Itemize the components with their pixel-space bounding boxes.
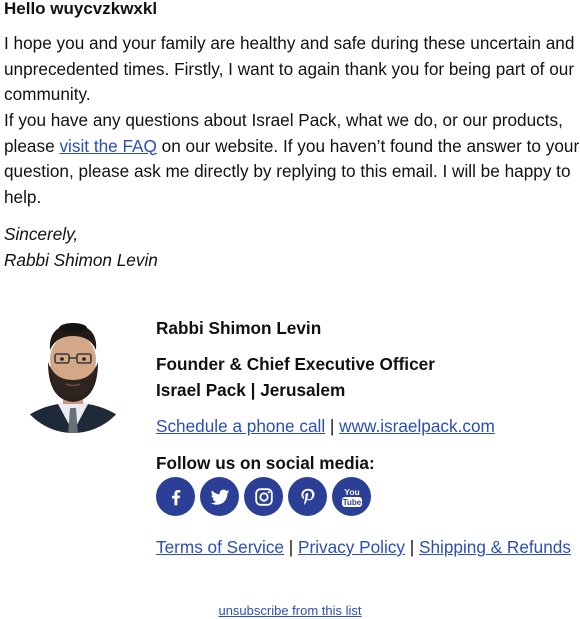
- twitter-icon: [209, 486, 231, 508]
- shipping-refunds-link[interactable]: Shipping & Refunds: [419, 537, 571, 557]
- pinterest-button[interactable]: [288, 477, 327, 516]
- twitter-button[interactable]: [200, 477, 239, 516]
- faq-paragraph-text-before: If you have any questions about Israel Pack, what we do, or our products, please: [4, 110, 563, 156]
- signature-links: [156, 416, 495, 437]
- greeting: Hello wuycvzkwxkl: [4, 0, 158, 18]
- social-links: [156, 477, 371, 516]
- facebook-icon: [165, 486, 187, 508]
- signoff-closing: Sincerely,: [4, 224, 79, 244]
- avatar: [14, 308, 132, 440]
- terms-of-service-link[interactable]: Terms of Service: [156, 537, 284, 557]
- legal-links: [156, 537, 571, 558]
- signature-org: Israel Pack | Jerusalem: [156, 380, 346, 400]
- youtube-icon-text-top: You: [343, 486, 360, 497]
- faq-paragraph-text-after: on our website. If you haven’t found the answer to your question, please ask me directly by replying to this email. I will be happy to help.: [4, 135, 580, 207]
- intro-paragraph: I hope you and your family are healthy and safe during these uncertain and unprecedented times. Firstly, I want to again thank you for being part of our community.: [4, 33, 575, 104]
- unsubscribe-footer: [0, 603, 580, 618]
- legal-separator: |: [288, 537, 294, 557]
- signoff: [4, 222, 158, 273]
- legal-separator: |: [409, 537, 415, 557]
- unsubscribe-link[interactable]: unsubscribe from this list: [218, 603, 362, 618]
- faq-paragraph: [4, 108, 580, 210]
- follow-label: Follow us on social media:: [156, 453, 375, 473]
- schedule-call-link[interactable]: Schedule a phone call: [156, 416, 326, 436]
- signoff-name: Rabbi Shimon Levin: [4, 249, 158, 270]
- link-separator: |: [329, 416, 335, 436]
- website-link[interactable]: www.israelpack.com: [339, 416, 495, 436]
- instagram-button[interactable]: [244, 477, 283, 516]
- signature-name: Rabbi Shimon Levin: [156, 318, 322, 338]
- instagram-icon: [253, 486, 275, 508]
- visit-faq-link[interactable]: visit the FAQ: [59, 135, 157, 156]
- pinterest-icon: [297, 486, 319, 508]
- youtube-icon-text-bottom: Tube: [342, 497, 361, 507]
- signature-title: Founder & Chief Executive Officer: [156, 354, 435, 374]
- youtube-icon: [339, 484, 365, 510]
- facebook-button[interactable]: [156, 477, 195, 516]
- youtube-button[interactable]: [332, 477, 371, 516]
- privacy-policy-link[interactable]: Privacy Policy: [298, 537, 405, 557]
